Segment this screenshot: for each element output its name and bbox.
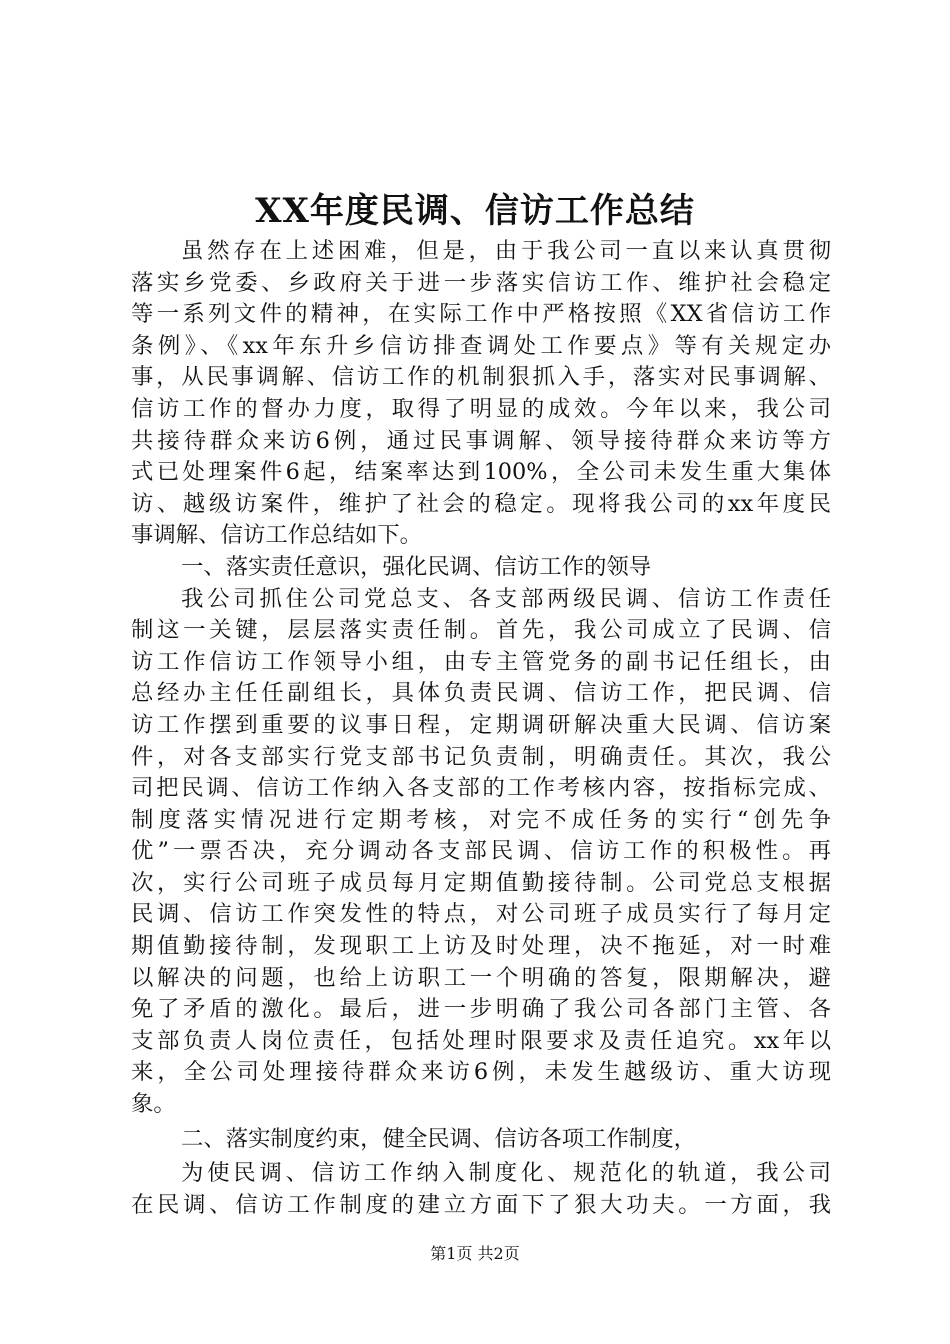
paragraph-line: 制度落实情况进行定期考核，对完不成任务的实行“创先争 <box>131 806 831 833</box>
paragraph-line: 事调解、信访工作总结如下。 <box>131 522 423 549</box>
paragraph-line: 司把民调、信访工作纳入各支部的工作考核内容，按指标完成、 <box>131 775 831 802</box>
paragraph-line: 以解决的问题，也给上访职工一个明确的答复，限期解决，避 <box>131 964 831 991</box>
paragraph-line: 免了矛盾的激化。最后，进一步明确了我公司各部门主管、各 <box>131 996 831 1023</box>
document-title: XX年度民调、信访工作总结 <box>255 191 695 231</box>
page-number-footer: 第1页 共2页 <box>430 1244 520 1263</box>
paragraph-line: 落实乡党委、乡政府关于进一步落实信访工作、维护社会稳定 <box>131 269 831 296</box>
paragraph-line: 为使民调、信访工作纳入制度化、规范化的轨道，我公司 <box>181 1160 831 1187</box>
paragraph-line: 访工作信访工作领导小组，由专主管党务的副书记任组长，由 <box>131 648 831 675</box>
paragraph-line: 共接待群众来访6例，通过民事调解、领导接待群众来访等方 <box>131 427 831 454</box>
paragraph-line: 象。 <box>131 1091 176 1118</box>
paragraph-line: 在民调、信访工作制度的建立方面下了狠大功夫。一方面，我 <box>131 1191 831 1218</box>
paragraph-line: 总经办主任任副组长，具体负责民调、信访工作，把民调、信 <box>131 680 831 707</box>
paragraph-line: 信访工作的督办力度，取得了明显的成效。今年以来，我公司 <box>131 395 831 422</box>
paragraph-line: 访工作摆到重要的议事日程，定期调研解决重大民调、信访案 <box>131 711 831 738</box>
paragraph-line: 我公司抓住公司党总支、各支部两级民调、信访工作责任 <box>181 585 831 612</box>
paragraph-line: 访、越级访案件，维护了社会的稳定。现将我公司的xx年度民 <box>131 490 831 517</box>
paragraph-line: 条例》、《xx年东升乡信访排查调处工作要点》等有关规定办 <box>131 332 831 359</box>
paragraph-line: 制这一关键，层层落实责任制。首先，我公司成立了民调、信 <box>131 617 831 644</box>
paragraph-line: 虽然存在上述困难，但是，由于我公司一直以来认真贯彻 <box>181 238 831 264</box>
paragraph-line: 次，实行公司班子成员每月定期值勤接待制。公司党总支根据 <box>131 869 831 896</box>
paragraph-line: 事，从民事调解、信访工作的机制狠抓入手，落实对民事调解、 <box>131 364 831 391</box>
paragraph-line: 来，全公司处理接待群众来访6例，未发生越级访、重大访现 <box>131 1059 831 1086</box>
paragraph-line: 式已处理案件6起，结案率达到100%，全公司未发生重大集体 <box>131 459 831 486</box>
paragraph-line: 民调、信访工作突发性的特点，对公司班子成员实行了每月定 <box>131 901 831 928</box>
paragraph-line: 期值勤接待制，发现职工上访及时处理，决不拖延，对一时难 <box>131 933 831 960</box>
paragraph-line: 件，对各支部实行党支部书记负责制，明确责任。其次，我公 <box>131 743 831 770</box>
section-heading: 二、落实制度约束，健全民调、信访各项工作制度， <box>181 1125 696 1152</box>
paragraph-line: 支部负责人岗位责任，包括处理时限要求及责任追究。xx年以 <box>131 1027 831 1054</box>
document-body <box>131 236 831 1221</box>
section-heading: 一、落实责任意识，强化民调、信访工作的领导 <box>181 553 652 580</box>
paragraph-line: 优”一票否决，充分调动各支部民调、信访工作的积极性。再 <box>131 838 831 865</box>
paragraph-line: 等一系列文件的精神，在实际工作中严格按照《XX省信访工作 <box>131 301 831 328</box>
